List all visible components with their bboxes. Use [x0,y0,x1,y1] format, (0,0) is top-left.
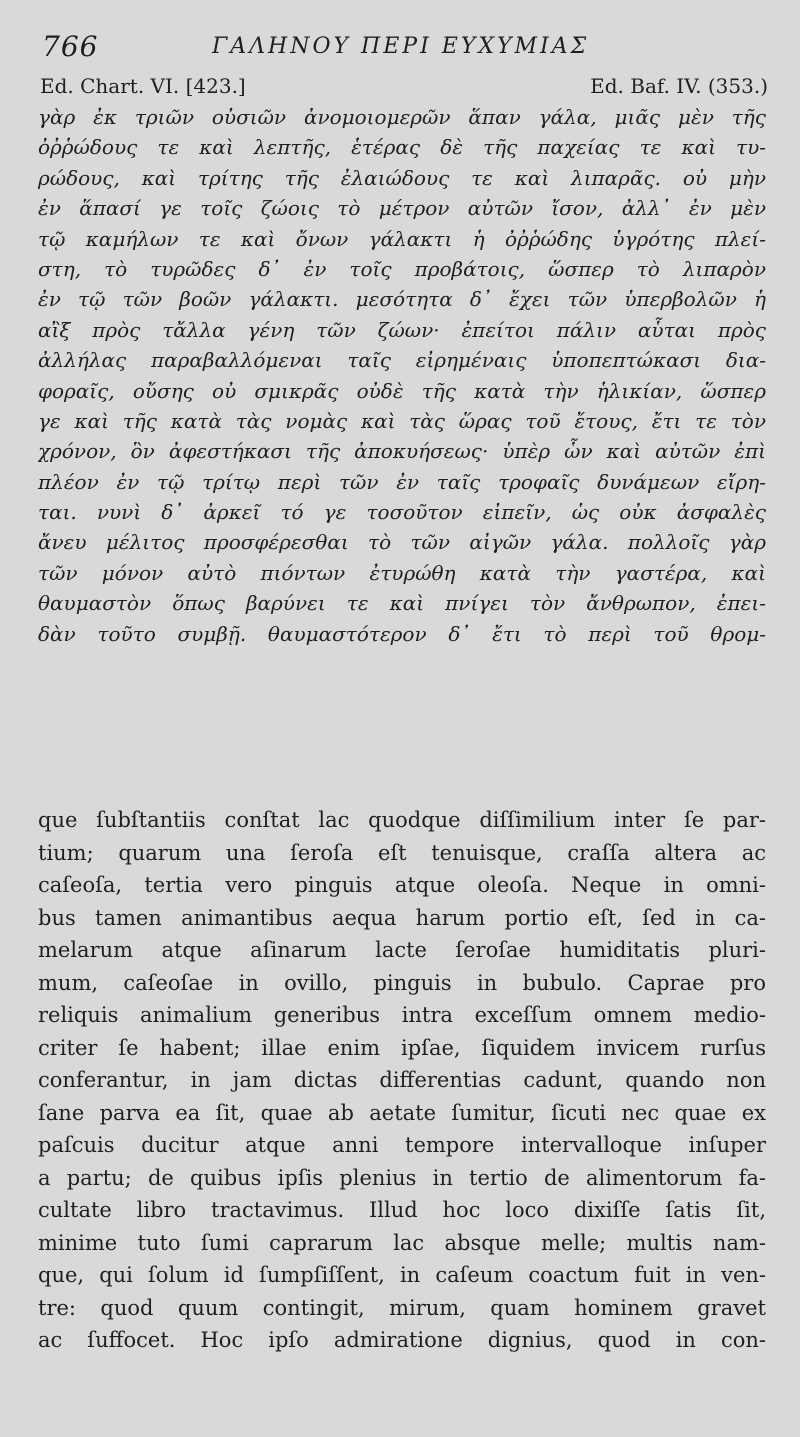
greek-line: φοραῖς, οὔσης οὐ σμικρᾶς οὐδὲ τῆς κατὰ τὴν ἡλικίαν, ὥσπερ [38,378,766,403]
greek-line: ἐν ἅπασί γε τοῖς ζώοις τὸ μέτρον αὐτῶν ἴσον, ἀλλ᾽ ἐν μὲν [38,196,766,221]
page-header [42,30,772,64]
greek-line: χρόνον, ὃν ἀφεστήκασι τῆς ἀποκυήσεως· ὑπὲρ ὧν καὶ αὐτῶν ἐπὶ [38,439,766,464]
latin-line: cultate libro tractavimus. Illud hoc loco dixiſſe ſatis ſit, [38,1198,766,1222]
greek-line: γὰρ ἐκ τριῶν οὐσιῶν ἀνομοιομερῶν ἅπαν γάλα, μιᾶς μὲν τῆς [38,105,766,129]
latin-line: ac ſuffocet. Hoc ipſo admiratione dignius, quod in con- [38,1328,766,1352]
latin-line: paſcuis ducitur atque anni tempore intervalloque inſuper [38,1133,766,1157]
greek-line: αἲξ πρὸς τἄλλα γένη τῶν ζώων· ἐπείτοι πάλιν αὗται πρὸς [38,317,766,342]
latin-line: reliquis animalium generibus intra exceſſum omnem medio- [38,1003,766,1027]
edition-references [40,74,768,102]
greek-line: τῶν μόνον αὐτὸ πιόντων ἐτυρώθη κατὰ τὴν γαστέρα, καὶ [38,560,766,585]
greek-line: τῷ καμήλων τε καὶ ὄνων γάλακτι ἡ ὀῤῥώδης ὑγρότης πλεί- [38,226,766,251]
greek-line: δὰν τοῦτο συμβῇ. θαυμαστότερον δ᾽ ἔτι τὸ περὶ τοῦ θρομ- [38,621,766,646]
greek-line: ἐν τῷ τῶν βοῶν γάλακτι. μεσότητα δ᾽ ἔχει τῶν ὑπερβολῶν ἡ [38,287,766,312]
latin-line: melarum atque aſinarum lacte ſeroſae humiditatis pluri- [38,938,766,962]
latin-line: mum, caſeoſae in ovillo, pinguis in bubulo. Caprae pro [38,970,766,995]
running-title: ΓΑΛΗΝΟΥ ΠΕΡΙ ΕΥΧΥΜΙΑΣ [212,34,590,59]
latin-line: tium; quarum una ſeroſa eſt tenuisque, craſſa altera ac [38,840,766,865]
greek-line: ται. νυνὶ δ᾽ ἀρκεῖ τό γε τοσοῦτον εἰπεῖν, ὡς οὐκ ἀσφαλὲς [38,500,766,525]
latin-line: a partu; de quibus ipſis plenius in tertio de alimentorum fa- [38,1165,766,1190]
greek-line: ἀλλήλας παραβαλλόμεναι ταῖς εἰρημέναις ὑποπεπτώκασι δια- [38,348,766,373]
latin-line: criter ſe habent; illae enim ipſae, ſiquidem invicem rurſus [38,1035,766,1060]
greek-line: ὀῤῥώδους τε καὶ λεπτῆς, ἑτέρας δὲ τῆς παχείας τε καὶ τυ- [38,135,766,160]
latin-line: que ſubſtantiis conſtat lac quodque diſſimilium inter ſe par- [38,808,766,832]
greek-line: γε καὶ τῆς κατὰ τὰς νομὰς καὶ τὰς ὥρας τοῦ ἔτους, ἔτι τε τὸν [38,408,766,433]
greek-line: θαυμαστὸν ὅπως βαρύνει τε καὶ πνίγει τὸν ἄνθρωπον, ἐπει- [38,591,766,616]
latin-line: tre: quod quum contingit, mirum, quam hominem gravet [38,1295,766,1320]
latin-line: caſeoſa, tertia vero pinguis atque oleoſa. Neque in omni- [38,873,766,897]
greek-line: ἄνευ μέλιτος προσφέρεσθαι τὸ τῶν αἰγῶν γάλα. πολλοῖς γὰρ [38,530,766,555]
greek-text-block [38,102,766,649]
latin-line: que, qui ſolum id ſumpſiſſent, in caſeum coactum fuit in ven- [38,1263,766,1287]
page-number: 766 [42,30,99,63]
greek-line: στη, τὸ τυρῶδες δ᾽ ἐν τοῖς προβάτοις, ὥσπερ τὸ λιπαρὸν [38,256,766,281]
greek-line: ρώδους, καὶ τρίτης τῆς ἐλαιώδους τε καὶ λιπαρᾶς. οὐ μὴν [38,165,766,190]
latin-line: conferantur, in jam dictas differentias cadunt, quando non [38,1068,766,1092]
latin-line: ſane parva ea ſit, quae ab aetate ſumitur, ſicuti nec quae ex [38,1100,766,1125]
greek-line: πλέον ἐν τῷ τρίτῳ περὶ τῶν ἐν ταῖς τροφαῖς δυνάμεων εἴρη- [38,469,766,494]
latin-line: bus tamen animantibus aequa harum portio eſt, ſed in ca- [38,905,766,930]
latin-line: minime tuto ſumi caprarum lac absque melle; multis nam- [38,1230,766,1255]
edition-reference-left: Ed. Chart. VI. [423.] [40,74,246,98]
latin-text-block [38,804,766,1357]
edition-reference-right: Ed. Baf. IV. (353.) [590,74,768,98]
